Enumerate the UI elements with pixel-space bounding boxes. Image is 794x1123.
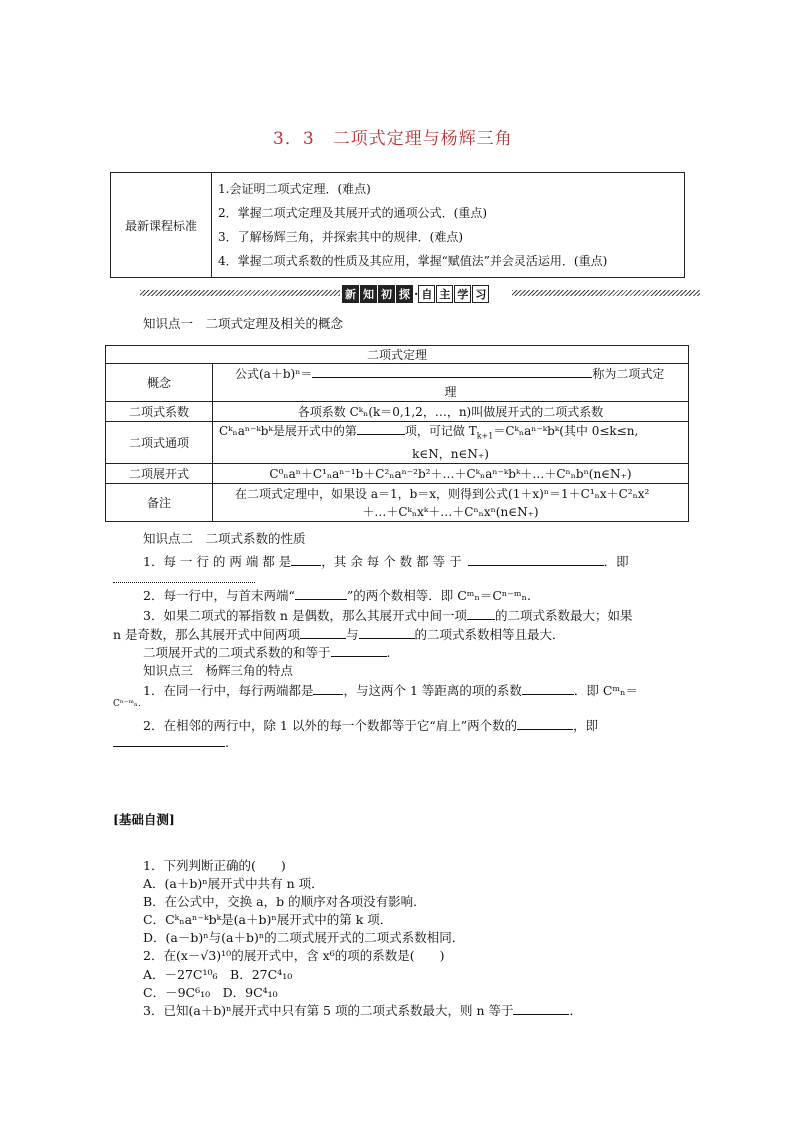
remark-text: 在二项式定理中，如果设 a＝1，b＝x，则得到公式(1＋x)ⁿ＝1＋C¹ₙx＋C²ₙx² [235, 486, 650, 501]
kp3-p2-a: 2．在相邻的两行中，除 1 以外的每一个数都等于它“肩上”两个数的 [143, 718, 518, 733]
row-label: 概念 [106, 364, 213, 402]
kp2-p3-c: n 是奇数，那么其展开式中间两项 [113, 627, 301, 642]
kp2-p3-a: 3．如果二项式的幂指数 n 是偶数，那么其展开式中间一项 [143, 608, 467, 623]
kp2-p2 [143, 586, 531, 604]
kp2-p4: 二项展开式的二项式系数的和等于 . [143, 645, 391, 660]
row-label: 备注 [106, 484, 213, 522]
kp2-p3-cont [113, 625, 565, 643]
banner-char: 学 [454, 285, 471, 303]
banner-char: 初 [378, 285, 395, 303]
blank [312, 366, 592, 378]
concept-text: 公式(a＋b)ⁿ＝ [235, 366, 313, 381]
standards-label: 最新课程标准 [111, 173, 212, 278]
banner-char: 新 [342, 285, 359, 303]
remark-text-2: ＋…＋Cᵏₙxᵏ＋…＋Cⁿₙxⁿ(n∈N₊) [362, 504, 539, 519]
general-term-b: 项，可记做 T [404, 424, 477, 438]
blank [113, 735, 225, 747]
q3 [143, 1001, 582, 1019]
q3-text: 3．已知(a＋b)ⁿ展开式中只有第 5 项的二项式系数最大，则 n 等于 [143, 1003, 514, 1018]
general-term-d: ＝Cᵏₙaⁿ⁻ᵏbᵏ(其中 0≤k≤n, [493, 424, 639, 438]
standard-item: 4．掌握二项式系数的性质及其应用，掌握“赋值法”并会灵活运用．(重点) [218, 254, 608, 268]
standard-item: 2．掌握二项式定理及其展开式的通项公式．(重点) [218, 206, 487, 220]
banner-left-strip [140, 290, 340, 296]
kp2-p3-e: 的二项式系数相等且最大． [414, 627, 565, 642]
expansion-text: C⁰ₙaⁿ＋C¹ₙaⁿ⁻¹b＋C²ₙaⁿ⁻²b²＋…＋Cᵏₙaⁿ⁻ᵏbᵏ＋…＋Cⁿₙbⁿ(n∈N₊) [213, 464, 689, 484]
kp2-p1-a: 1．每 一 行 的 两 端 都 是 [143, 554, 292, 569]
concept-text-end: 称为二项式定 [592, 366, 665, 381]
general-term-a: Cᵏₙaⁿ⁻ᵏbᵏ是展开式中的第 [219, 424, 357, 438]
kp2-p3-d: 与 [346, 627, 359, 642]
kp2-p3 [143, 606, 632, 624]
blank [113, 571, 255, 583]
course-standards-table [110, 172, 685, 278]
page-title: 3．3 二项式定理与杨辉三角 [273, 129, 513, 149]
kp3-p1 [143, 681, 638, 699]
q2: 2．在(x－√3)¹⁰的展开式中，含 x⁶的项的系数是( ) [143, 948, 445, 963]
blank [295, 588, 347, 600]
kp2-p3-b: 的二项式系数最大；如果 [494, 608, 633, 623]
blank [300, 627, 346, 639]
banner-char: 主 [436, 285, 453, 303]
q1-option-b: B．在公式中，交换 a，b 的顺序对各项没有影响． [143, 894, 426, 909]
blank [522, 683, 574, 695]
blank [513, 1003, 569, 1015]
concept-text-2: 理 [444, 384, 457, 399]
kp3-p2 [143, 716, 598, 734]
kp3-p2-b: ，即 [573, 718, 599, 733]
kp3-p1-b: ，与这两个 1 等距离的项的系数 [343, 683, 522, 698]
row-label: 二项式通项 [106, 422, 213, 464]
banner-right-strip [512, 290, 700, 296]
concept-cell [213, 364, 689, 402]
row-label: 二项式系数 [106, 402, 213, 422]
banner-char: 知 [360, 285, 377, 303]
kp3-p1-c: ．即 Cᵐₙ＝ [573, 683, 638, 698]
q2-options-ab: A．－27C¹⁰₆ B．27C⁴₁₀ [143, 967, 293, 982]
standards-items [212, 173, 685, 278]
standard-item: 3．了解杨辉三角，并探索其中的规律．(难点) [218, 230, 463, 244]
blank [517, 718, 573, 730]
banner-char: 习 [472, 285, 489, 303]
banner-char: 自 [418, 285, 435, 303]
coefficient-text: 各项系数 Cᵏₙ(k＝0,1,2，…，n)叫做展开式的二项式系数 [213, 402, 689, 422]
binomial-theorem-table [105, 345, 689, 522]
row-label: 二项展开式 [106, 464, 213, 484]
kp2-p1 [143, 552, 629, 570]
blank [468, 554, 604, 566]
kp1-heading: 知识点一 二项式定理及相关的概念 [143, 316, 344, 331]
kp3-p1-a: 1．在同一行中，每行两端都是 [143, 683, 314, 698]
blank [331, 645, 387, 657]
kp2-p4-text: 二项展开式的二项式系数的和等于 [143, 645, 331, 660]
kp2-p2-b: ”的两个数相等．即 Cᵐₙ＝Cⁿ⁻ᵐₙ. [346, 588, 531, 603]
kp2-p1-cont [113, 571, 255, 586]
q3-end: ． [569, 1003, 582, 1018]
general-term-sub: k+1 [476, 431, 494, 441]
kp2-p1-c: ．即 [603, 554, 629, 569]
blank [359, 627, 415, 639]
kp3-heading: 知识点三 杨辉三角的特点 [143, 663, 294, 678]
blank [313, 683, 343, 695]
kp3-p1-cont: Cⁿ⁻ᵐₙ. [113, 699, 141, 709]
q1-option-c: C．Cᵏₙaⁿ⁻ᵏbᵏ是(a＋b)ⁿ展开式中的第 k 项． [143, 912, 393, 927]
general-term-2: k∈N，n∈N₊) [412, 447, 489, 462]
section-banner [342, 285, 490, 303]
banner-char: 探 [396, 285, 413, 303]
blank [291, 554, 321, 566]
banner-dot: · [414, 286, 419, 301]
kp2-p2-a: 2．每一行中，与首末两端“ [143, 588, 295, 603]
q1-option-d: D．(a－b)ⁿ与(a＋b)ⁿ的二项式展开式的二项式系数相同． [143, 930, 465, 945]
kp2-heading: 知识点二 二项式系数的性质 [143, 531, 306, 546]
kp3-p2-cont: . [113, 735, 229, 750]
q2-options-cd: C．－9C⁶₁₀ D．9C⁴₁₀ [143, 985, 278, 1000]
blank [467, 608, 495, 620]
selftest-heading: [基础自测] [113, 812, 175, 827]
general-term-cell [213, 422, 689, 464]
standard-item: 1.会证明二项式定理．(难点) [218, 182, 371, 196]
blank [357, 423, 405, 435]
table-title: 二项式定理 [106, 346, 689, 364]
remark-cell [213, 484, 689, 522]
q1-option-a: A．(a＋b)ⁿ展开式中共有 n 项． [143, 876, 324, 891]
kp2-p1-b: ，其 余 每 个 数 都 等 于 [321, 554, 462, 569]
q1: 1．下列判断正确的( ) [143, 858, 286, 873]
